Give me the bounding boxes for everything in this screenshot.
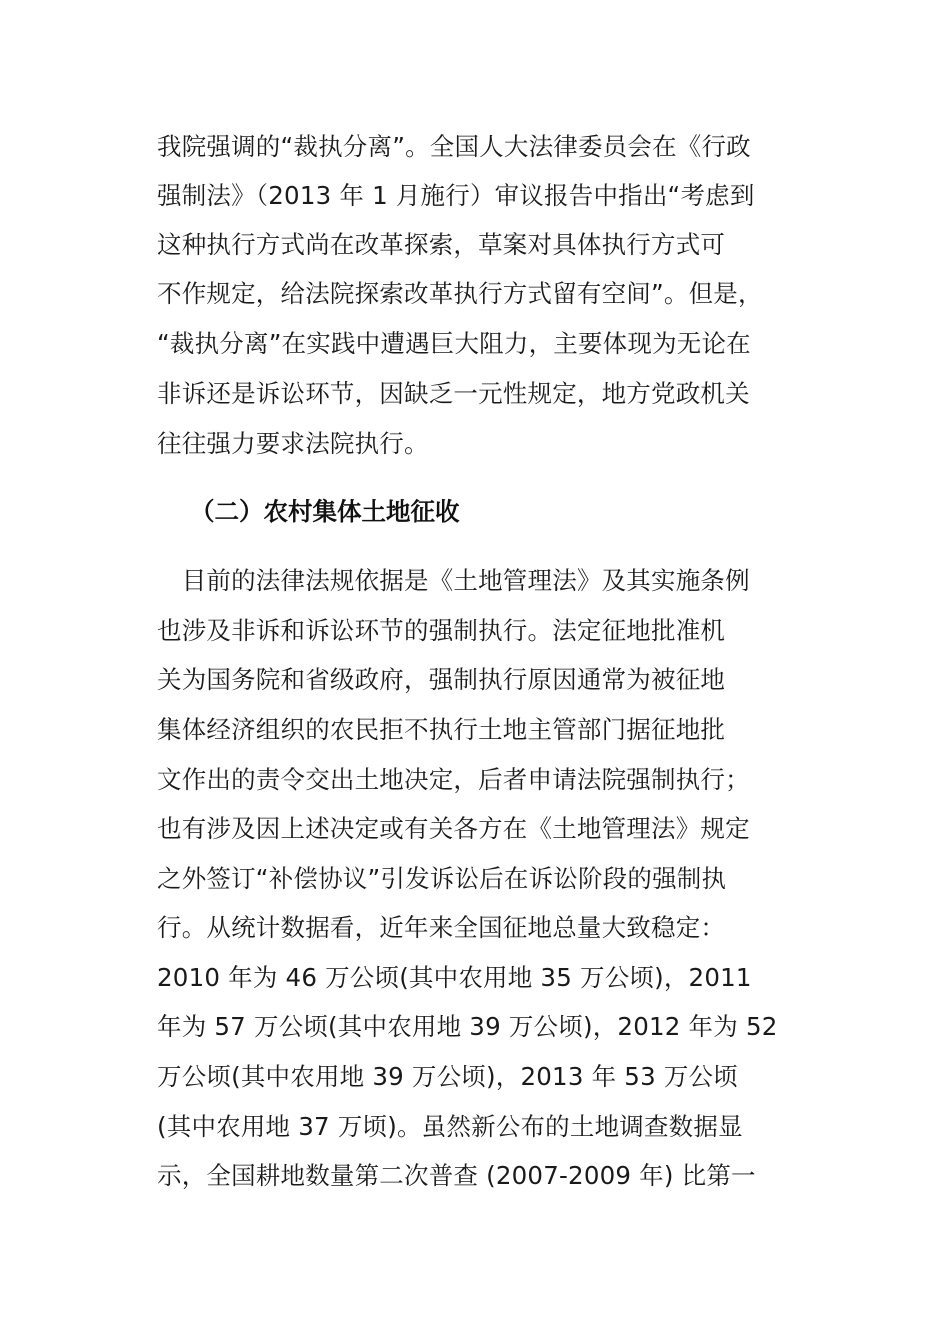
paragraph-2-line-10: 年为 57 万公顷(其中农用地 39 万公顷)，2012 年为 52 [157,1012,778,1041]
paragraph-1-line-4: 不作规定，给法院探索改革执行方式留有空间”。但是， [157,279,763,308]
paragraph-2-line-7: 之外签订“补偿协议”引发诉讼后在诉讼阶段的强制执 [157,864,727,893]
paragraph-2-line-5: 文作出的责令交出土地决定，后者申请法院强制执行； [157,765,750,794]
section-heading: （二）农村集体土地征收 [190,497,460,526]
paragraph-1-line-1: 我院强调的“裁执分离”。全国人大法律委员会在《行政 [157,132,751,161]
paragraph-1-line-5: “裁执分离”在实践中遭遇巨大阻力，主要体现为无论在 [157,329,751,358]
paragraph-2-line-6: 也有涉及因上述决定或有关各方在《土地管理法》规定 [157,814,750,843]
paragraph-1-line-2: 强制法》（2013 年 1 月施行）审议报告中指出“考虑到 [157,181,755,210]
paragraph-2-line-11: 万公顷(其中农用地 39 万公顷)，2013 年 53 万公顷 [157,1062,738,1091]
paragraph-1-line-7: 往往强力要求法院执行。 [157,429,429,458]
paragraph-1-line-3: 这种执行方式尚在改革探索，草案对具体执行方式可 [157,230,726,259]
paragraph-2-line-12: (其中农用地 37 万顷)。虽然新公布的土地调查数据显 [157,1112,743,1141]
paragraph-2-line-9: 2010 年为 46 万公顷(其中农用地 35 万公顷)，2011 [157,963,752,992]
paragraph-2-line-4: 集体经济组织的农民拒不执行土地主管部门据征地批 [157,715,726,744]
paragraph-2-line-1: 目前的法律法规依据是《土地管理法》及其实施条例 [157,566,750,595]
paragraph-2-line-2: 也涉及非诉和诉讼环节的强制执行。法定征地批准机 [157,616,726,645]
paragraph-2-line-3: 关为国务院和省级政府，强制执行原因通常为被征地 [157,665,726,694]
paragraph-1-line-6: 非诉还是诉讼环节，因缺乏一元性规定，地方党政机关 [157,379,750,408]
paragraph-2-line-8: 行。从统计数据看，近年来全国征地总量大致稳定： [157,913,726,942]
paragraph-2-line-13: 示，全国耕地数量第二次普查 (2007-2009 年) 比第一 [157,1161,756,1190]
